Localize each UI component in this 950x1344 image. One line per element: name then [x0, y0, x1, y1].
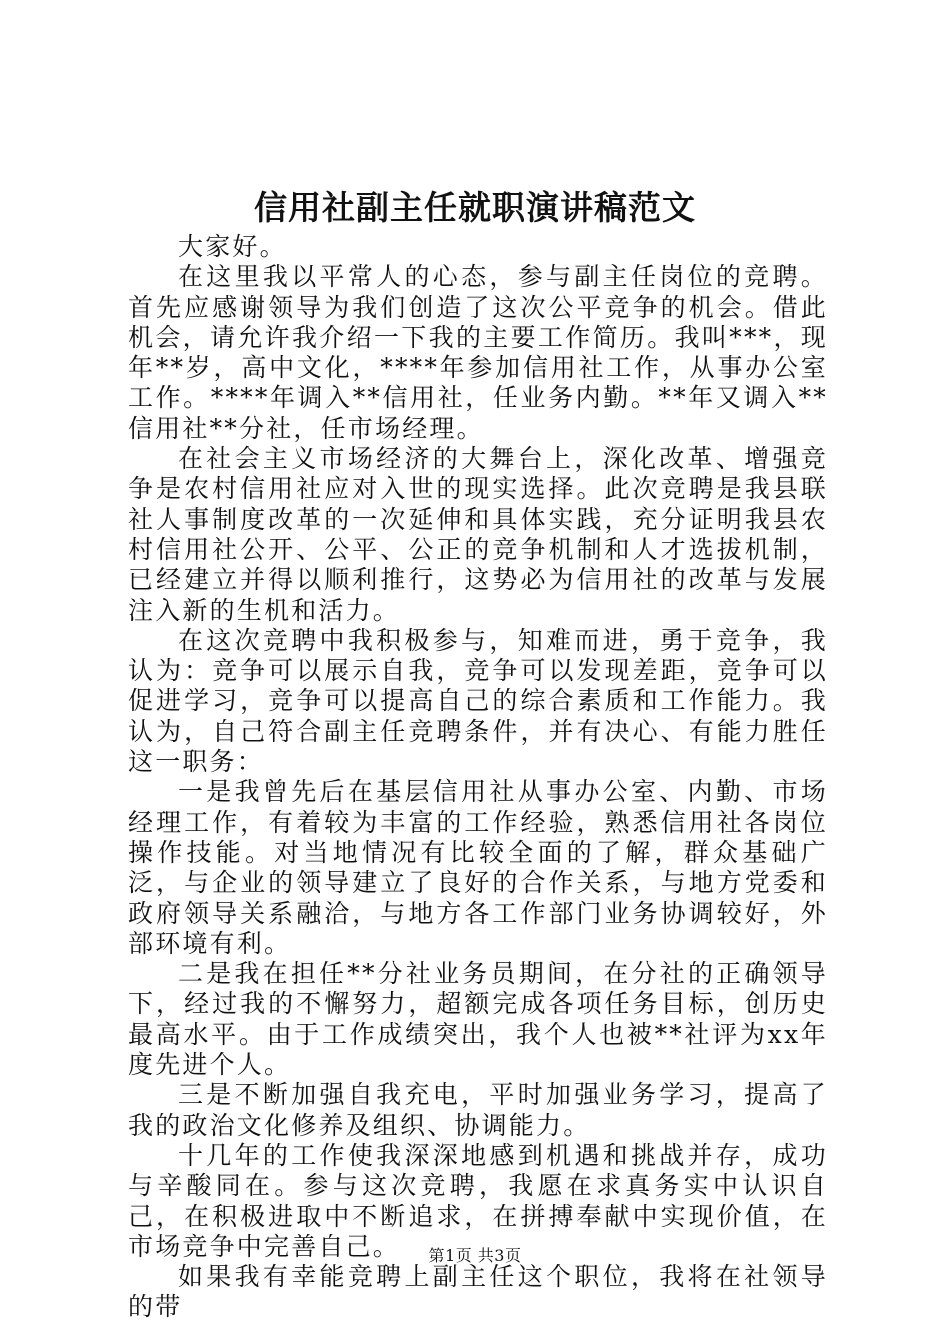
paragraph-greeting: 大家好。 — [178, 232, 287, 261]
document-body — [128, 232, 828, 1323]
paragraph-introduction: 在这里我以平常人的心态，参与副主任岗位的竞聘。首先应感谢领导为我们创造了这次公平竞争的机会。借此机会，请允许我介绍一下我的主要工作简历。我叫***，现年**岁，高中文化，****年参加信用社工作，从事办公室工作。****年调入**信用社，任业务内勤。**年又调入**信用社**分社，任市场经理。 — [128, 262, 828, 443]
paragraph-point-three: 三是不断加强自我充电，平时加强业务学习，提高了我的政治文化修养及组织、协调能力。 — [128, 1080, 828, 1140]
paragraph-commitment: 如果我有幸能竞聘上副主任这个职位，我将在社领导的带 — [128, 1262, 828, 1322]
paragraph-point-one: 一是我曾先后在基层信用社从事办公室、内勤、市场经理工作，有着较为丰富的工作经验，熟悉信用社各岗位操作技能。对当地情况有比较全面的了解，群众基础广泛，与企业的领导建立了良好的合作关系，与地方党委和政府领导关系融洽，与地方各工作部门业务协调较好，外部环境有利。 — [128, 777, 828, 958]
document-title: 信用社副主任就职演讲稿范文 — [254, 188, 696, 227]
paragraph-point-two: 二是我在担任**分社业务员期间，在分社的正确领导下，经过我的不懈努力，超额完成各项任务目标，创历史最高水平。由于工作成绩突出，我个人也被**社评为xx年度先进个人。 — [128, 959, 828, 1080]
paragraph-reform-context: 在社会主义市场经济的大舞台上，深化改革、增强竞争是农村信用社应对入世的现实选择。此次竞聘是我县联社人事制度改革的一次延伸和具体实践，充分证明我县农村信用社公开、公平、公正的竞争机制和人才选拔机制，已经建立并得以顺利推行，这势必为信用社的改革与发展注入新的生机和活力。 — [128, 444, 828, 625]
paragraph-reflection: 十几年的工作使我深深地感到机遇和挑战并存，成功与辛酸同在。参与这次竞聘，我愿在求真务实中认识自己，在积极进取中不断追求，在拼搏奉献中实现价值，在市场竞争中完善自己。 — [128, 1140, 828, 1261]
paragraph-competition-view: 在这次竞聘中我积极参与，知难而进，勇于竞争，我认为：竞争可以展示自我，竞争可以发现差距，竞争可以促进学习，竞争可以提高自己的综合素质和工作能力。我认为，自己符合副主任竞聘条件，并有决心、有能力胜任这一职务： — [128, 625, 828, 777]
page-footer: 第1页 共3页 — [428, 1246, 522, 1265]
